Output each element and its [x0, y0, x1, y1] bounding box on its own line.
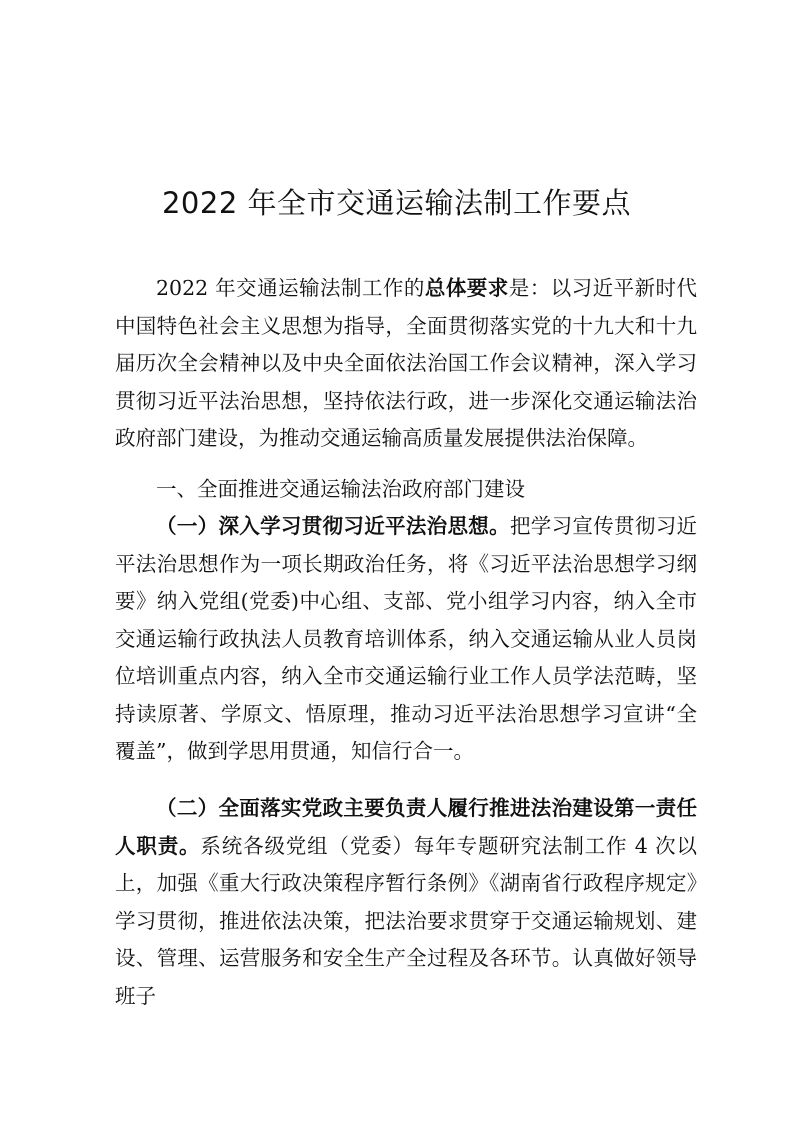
item-2-heading: （二）全面落实党政主要负责人履行推进法治建设第一责任人职责。: [115, 796, 697, 858]
paragraph-item-1: [115, 508, 697, 771]
paragraph-bold-term: 总体要求: [424, 276, 509, 300]
item-1-heading: （一）深入学习贯彻习近平法治思想。: [156, 514, 510, 538]
section-heading-1: 一、全面推进交通运输法治政府部门建设: [156, 477, 525, 501]
document-title: 2022 年全市交通运输法制工作要点: [161, 186, 632, 220]
item-1-body: 把学习宣传贯彻习近平法治思想作为一项长期政治任务，将《习近平法治思想学习纲要》纳入党组(党委)中心组、支部、党小组学习内容，纳入全市交通运输行政执法人员教育培训体系，纳入交通运输从业人员岗位培训重点内容，纳入全市交通运输行业工作人员学法范畴，坚持读原著、学原文、悟原理，推动习近平法治思想学习宣讲“全覆盖”，做到学思用贯通，知信行合一。: [115, 514, 698, 763]
paragraph-lead-text: 2022 年交通运输法制工作的: [156, 276, 425, 300]
item-2-body: 系统各级党组（党委）每年专题研究法制工作 4 次以上，加强《重大行政决策程序暂行条例》《湖南省行政程序规定》学习贯彻，推进依法决策，把法治要求贯穿于交通运输规划、建设、管理、运营服务和安全生产全过程及各环节。认真做好领导班子: [115, 833, 698, 1008]
paragraph-general-requirements: [115, 270, 697, 458]
paragraph-body-text: 是：以习近平新时代中国特色社会主义思想为指导，全面贯彻落实党的十九大和十九届历次全会精神以及中央全面依法治国工作会议精神，深入学习贯彻习近平法治思想，坚持依法行政，进一步深化交通运输法治政府部门建设，为推动交通运输高质量发展提供法治保障。: [115, 276, 698, 450]
paragraph-item-2: [115, 790, 697, 1015]
